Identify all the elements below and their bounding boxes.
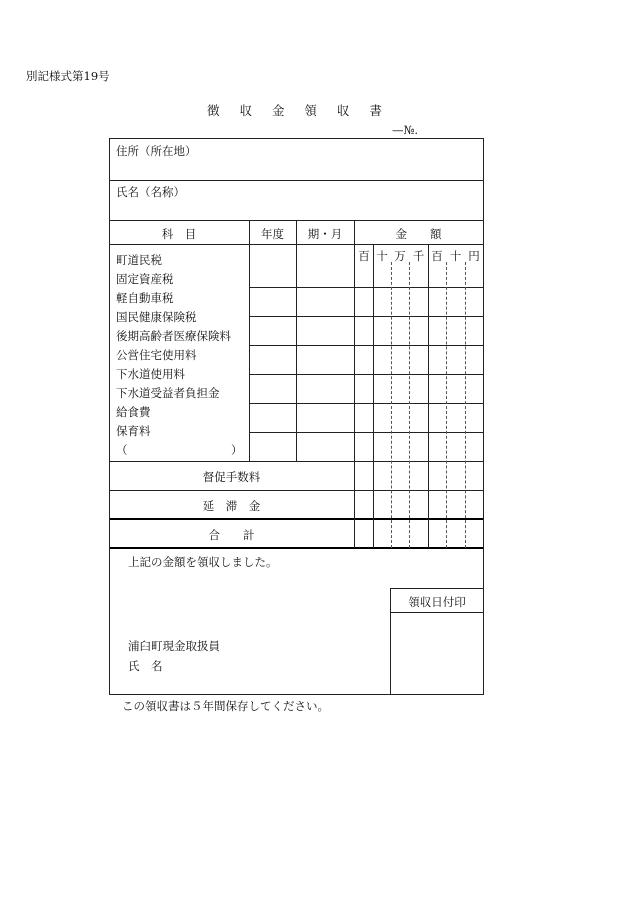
form-number: 別記様式第19号 xyxy=(26,69,110,83)
header-item: 科 目 xyxy=(161,227,197,241)
digit-label-yen: 円 xyxy=(468,249,480,263)
header-amount: 金 額 xyxy=(395,227,442,241)
list-item: （ ） xyxy=(116,443,243,457)
digit-label-thousand: 千 xyxy=(412,249,425,263)
list-item: 保育料 xyxy=(116,424,151,438)
digit-label-man: 万 xyxy=(394,249,406,263)
list-item: 国民健康保険税 xyxy=(116,310,197,324)
list-item: 後期高齢者医療保険料 xyxy=(116,329,231,343)
cashier-name-label: 氏 名 xyxy=(128,659,163,673)
list-item: 固定資産税 xyxy=(116,272,174,286)
list-item: 軽自動車税 xyxy=(116,291,174,305)
address-label: 住所（所在地） xyxy=(116,144,197,158)
cashier-label: 浦臼町現金取扱員 xyxy=(128,639,220,653)
digit-label-hundred-thousand: 百 xyxy=(358,249,370,263)
digit-label-ten: 十 xyxy=(449,249,462,263)
header-year: 年度 xyxy=(261,227,284,241)
list-item: 給食費 xyxy=(116,405,151,419)
name-label: 氏名（名称） xyxy=(116,185,185,199)
received-text: 上記の金額を領収しました。 xyxy=(128,555,278,569)
document-title: 徴 収 金 領 収 書 xyxy=(207,103,384,118)
footer-note: この領収書は５年間保存してください。 xyxy=(122,699,329,713)
digit-label-hundred: 百 xyxy=(431,249,443,263)
list-item: 町道民税 xyxy=(116,253,162,267)
stamp-label: 領収日付印 xyxy=(408,595,466,609)
receipt-number-label: —№. xyxy=(392,123,419,137)
total-label: 合 計 xyxy=(208,528,255,542)
digit-label-ten-thousand: 十 xyxy=(376,249,388,263)
header-period: 期・月 xyxy=(307,227,343,241)
list-item: 下水道受益者負担金 xyxy=(116,386,220,400)
list-item: 公営住宅使用料 xyxy=(116,348,197,362)
late-fee-label: 延 滞 金 xyxy=(202,499,261,513)
reminder-fee-label: 督促手数料 xyxy=(202,470,261,484)
list-item: 下水道使用料 xyxy=(116,367,185,381)
